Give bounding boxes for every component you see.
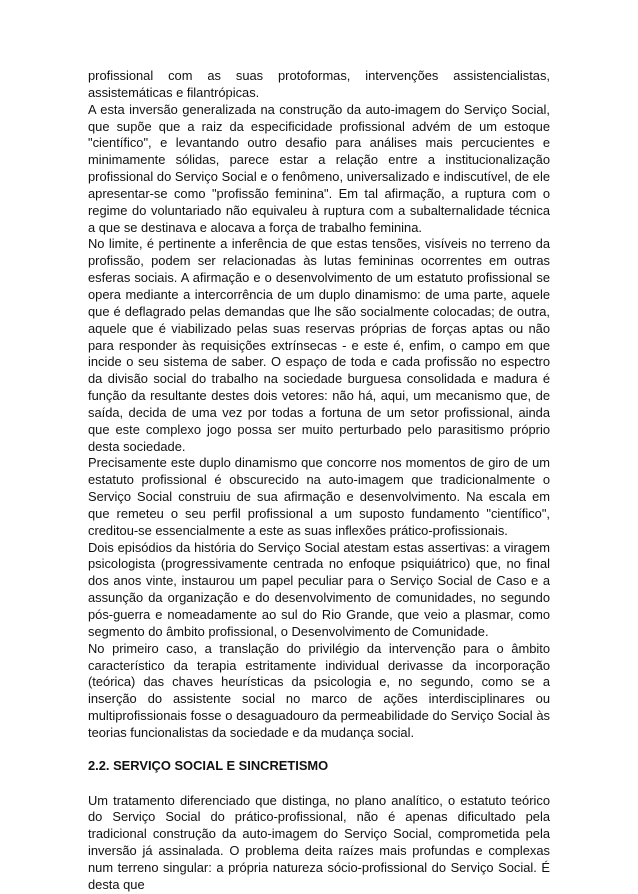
paragraph-differentiated-treatment: Um tratamento diferenciado que distinga, no plano analítico, o estatuto teórico do Serviço Social do prático-profissional, não é apenas dificultado pela tradicional construção da auto-imagem do Serviço Social, comprometida pela inversão já assinalada. O problema deita raízes mais profundas e complexas num terreno singular: a própria natureza sócio-profissional do Serviço Social. É desta que	[88, 792, 550, 892]
section-heading: 2.2. SERVIÇO SOCIAL E SINCRETISMO	[88, 757, 329, 773]
paragraph-dual-dynamism: Precisamente este duplo dinamismo que concorre nos momentos de giro de um estatuto profissional é obscurecido na auto-imagem que tradicionalmente o Serviço Social construiu de sua afirmação e desenvolvimento. Na escala em que remeteu o seu perfil profissional a um suposto fundamento "científico", creditou-se essencialmente a este as suas inflexões prático-profissionais.	[88, 455, 550, 538]
paragraph-first-case: No primeiro caso, a translação do privilégio da intervenção para o âmbito característico da terapia estritamente individual derivasse da incorporação (teórica) das chaves heurísticas da psicologia e, no segundo, como se a inserção do assistente social no marco de ações interdisciplinares ou multiprofissionais fosse o desaguadouro da permeabilidade do Serviço Social às teorias funcionalistas da sociedade e da mudança social.	[88, 640, 550, 740]
paragraph-continuation: profissional com as suas protoformas, intervenções assistencialistas, assistemáticas e filantrópicas.	[88, 68, 550, 100]
paragraph-episodes: Dois episódios da história do Serviço Social atestam estas assertivas: a viragem psicologista (progressivamente centrada no enfoque psiquiátrico) que, no final dos anos vinte, instaurou um papel peculiar para o Serviço Social de Caso e a assunção da organização e do desenvolvimento de comunidades, no segundo pós-guerra e nomeadamente ao sul do Rio Grande, que veio a plasmar, como segmento do âmbito profissional, o Desenvolvimento de Comunidade.	[88, 539, 550, 639]
paragraph-limit: No limite, é pertinente a inferência de que estas tensões, visíveis no terreno da profissão, podem ser relacionadas às lutas femininas ocorrentes em outras esferas sociais. A afirmação e o desenvolvimento de um estatuto profissional se opera mediante a intercorrência de um duplo dinamismo: de uma parte, aquele que é deflagrado pelas demandas que lhe são socialmente colocadas; de outra, aquele que é viabilizado pelas suas reservas próprias de forças aptas ou não para responder às requisições extrínsecas - e este é, enfim, o campo em que incide o seu sistema de saber. O espaço de toda e cada profissão no espectro da divisão social do trabalho na sociedade burguesa consolidada e madura é função da resultante destes dois vetores: não há, aqui, um mecanismo que, de saída, decida de uma vez por todas a fortuna de um setor profissional, ainda que este complexo jogo possa ser muito perturbado pelo parasitismo próprio desta sociedade.	[88, 236, 550, 454]
paragraph-inversion: A esta inversão generalizada na construção da auto-imagem do Serviço Social, que supõe que a raiz da especificidade profissional advém de um estoque "científico", e levantando outro desafio para análises mais percucientes e minimamente sólidas, parece estar a relação entre a institucionalização profissional do Serviço Social e o fenômeno, universalizado e indiscutível, de ele apresentar-se como "profissão feminina". Em tal afirmação, a ruptura com o regime do voluntariado não equivaleu à ruptura com a subalternalidade técnica a que se destinava e alocava a força de trabalho feminina.	[88, 101, 550, 235]
document-page	[88, 68, 550, 894]
